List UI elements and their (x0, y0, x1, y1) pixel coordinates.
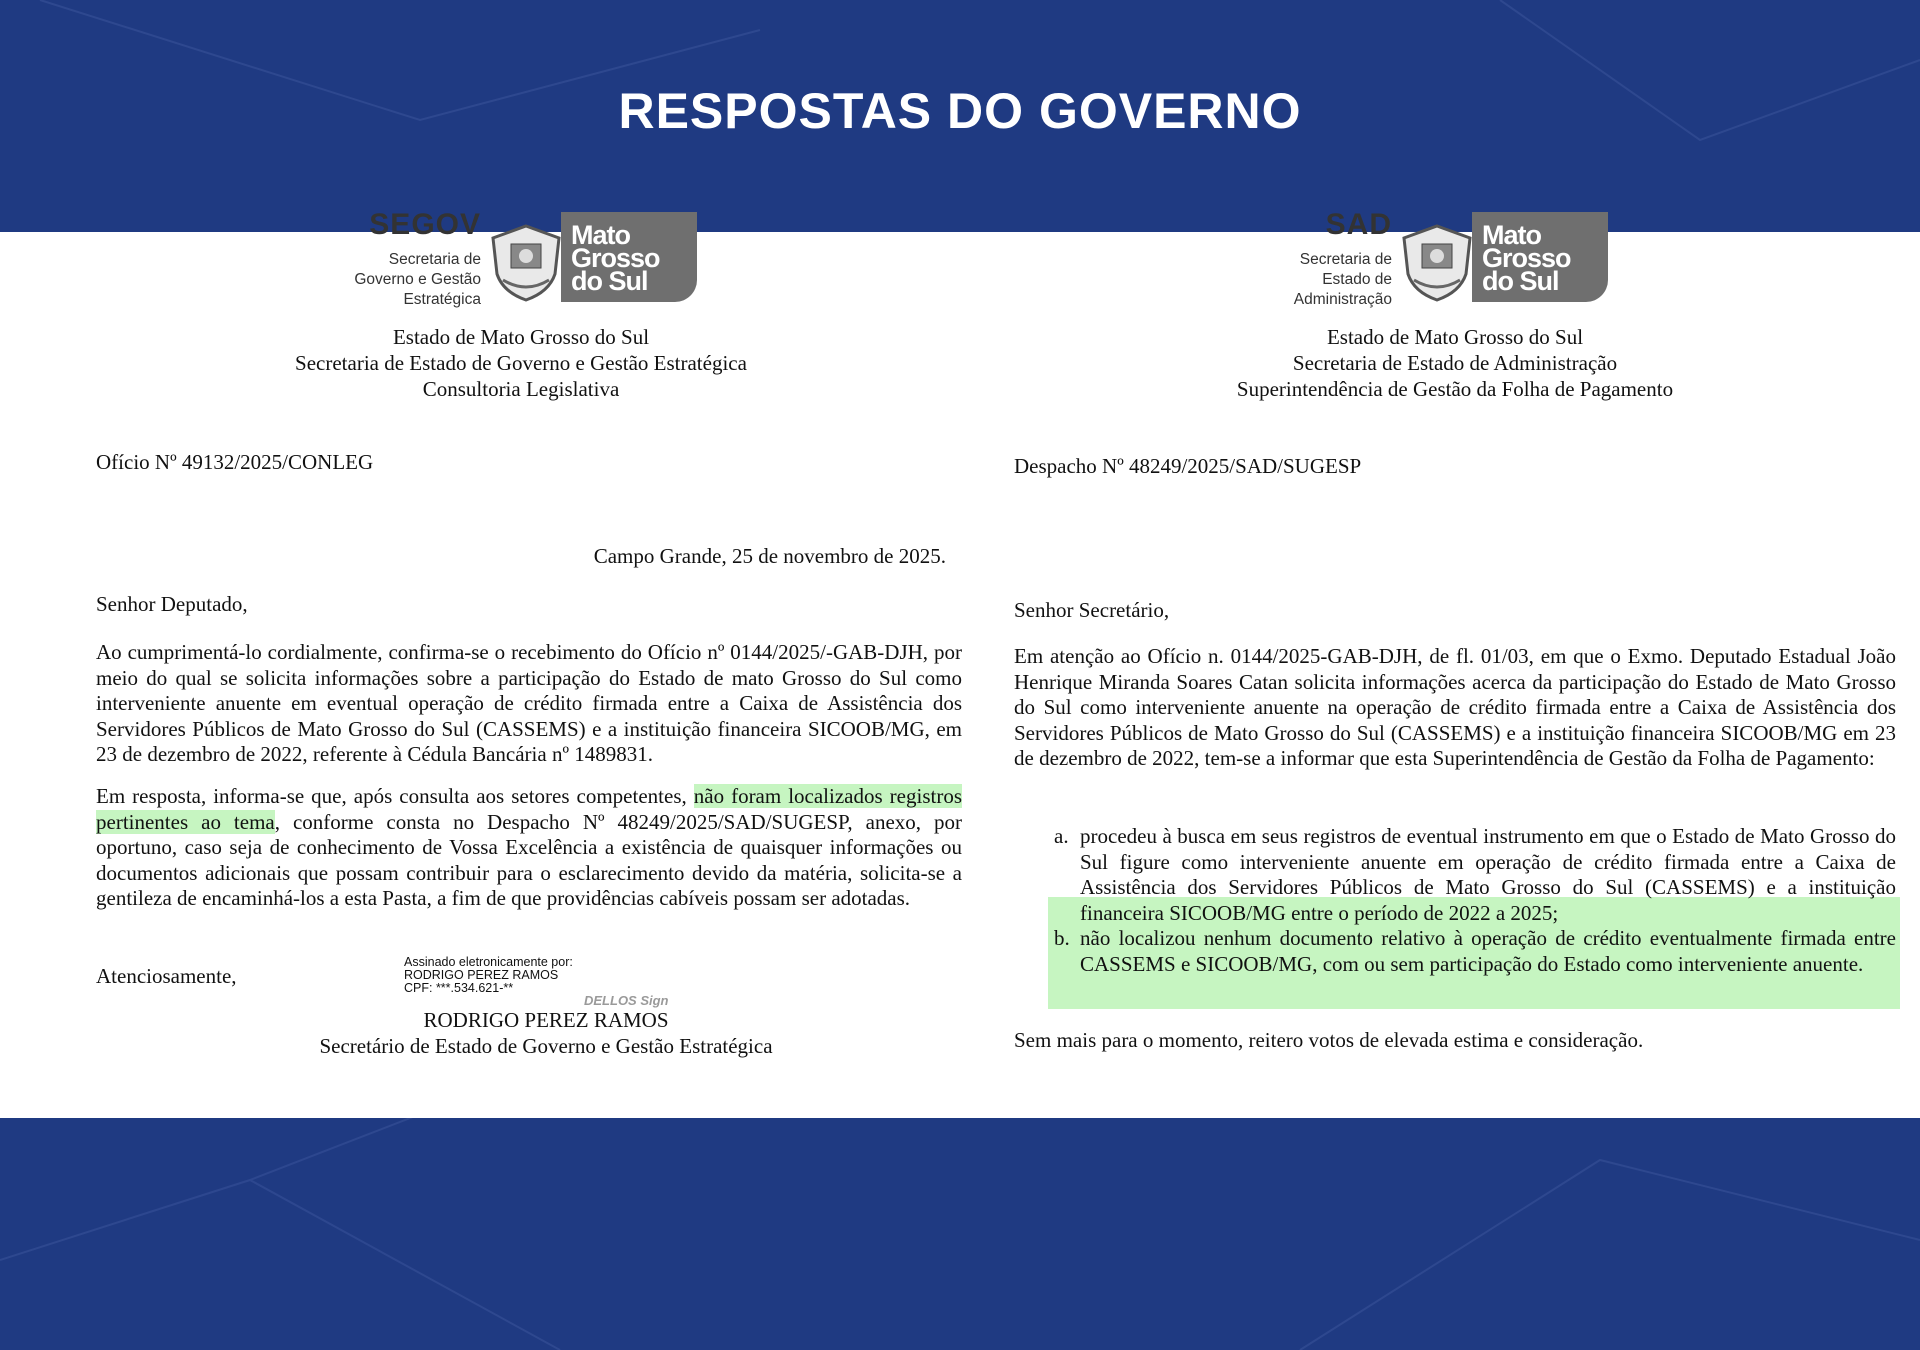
secretaria-abbreviation: SAD (1325, 208, 1392, 241)
state-crest-icon (1400, 224, 1474, 302)
document-heading: Estado de Mato Grosso do Sul Secretaria de Estado de Governo e Gestão Estratégica Consultoria Legislativa (295, 325, 747, 401)
signer-title: Secretário de Estado de Governo e Gestão Estratégica (319, 1034, 773, 1058)
secretaria-name: Secretaria de Governo e Gestão Estratégica (354, 251, 481, 308)
list-item: a. procedeu à busca em seus registros de eventual instrumento em que o Estado de Mato Grosso do Sul figure como interveniente anuente em operação de crédito firmada entre a Caixa de Assistência dos Servidores Públicos de Mato Grosso do Sul (CASSEMS) e a instituição financeira SICOOB/MG entre o período de 2022 a 2025; (1054, 824, 1896, 925)
document-date: Campo Grande, 25 de novembro de 2025. (593, 544, 946, 568)
documents-panel (0, 208, 1920, 1118)
secretaria-name: Secretaria de Estado de Administração (1293, 251, 1392, 308)
findings-list (1054, 824, 1896, 977)
electronic-signature-box: Assinado eletronicamente por: RODRIGO PEREZ RAMOS CPF: ***.534.621-** (404, 955, 573, 995)
paragraph-1: Ao cumprimentá-lo cordialmente, confirma-se o recebimento do Ofício nº 0144/2025/-GAB-DJH, por meio do qual se solicita informações sobre a participação do Estado de mato Grosso do Sul como interveniente anuente em eventual operação de crédito firmada entre a Caixa de Assistência dos Servidores Públicos de Mato Grosso do Sul (CASSEMS) e a instituição financeira SICOOB/MG, em 23 de dezembro de 2022, referente à Cédula Bancária nº 1489831. (96, 640, 962, 766)
mato-grosso-do-sul-logo: Mato Grosso do Sul (561, 212, 697, 302)
mato-grosso-do-sul-logo: Mato Grosso do Sul (1472, 212, 1608, 302)
paragraph-2: Em resposta, informa-se que, após consulta aos setores competentes, não foram localizados registros pertinentes ao tema, conforme consta no Despacho Nº 48249/2025/SAD/SUGESP, anexo, por oportuno, caso seja de conhecimento de Vossa Excelência a existência de quaisquer informações ou documentos adicionais que possam contribuir para o esclarecimento devido da matéria, solicita-se a gentileza de encaminhá-los a esta Pasta, a fim de que providências cabíveis possam ser adotadas. (96, 784, 963, 910)
document-heading: Estado de Mato Grosso do Sul Secretaria de Estado de Administração Superintendência de Gestão da Folha de Pagamento (1236, 325, 1674, 401)
signer-name: RODRIGO PEREZ RAMOS (423, 1008, 669, 1032)
document-reference: Ofício Nº 49132/2025/CONLEG (96, 450, 374, 474)
salutation: Senhor Secretário, (1014, 598, 1170, 622)
closing: Sem mais para o momento, reitero votos de elevada estima e consideração. (1014, 1028, 1644, 1052)
document-reference: Despacho Nº 48249/2025/SAD/SUGESP (1014, 454, 1362, 478)
list-item: b. não localizou nenhum documento relativo à operação de crédito eventualmente firmada entre CASSEMS e SICOOB/MG, com ou sem participação do Estado como interveniente anuente. (1054, 926, 1896, 976)
salutation: Senhor Deputado, (96, 592, 248, 616)
paragraph-1: Em atenção ao Ofício n. 0144/2025-GAB-DJH, de fl. 01/03, em que o Exmo. Deputado Estadual João Henrique Miranda Soares Catan solicita informações acerca da participação do Estado de Mato Grosso do Sul como interveniente anuente na operação de crédito firmada entre a Caixa de Assistência dos Servidores Públicos de Mato Grosso do Sul (CASSEMS) e a instituição financeira SICOOB/MG em 23 de dezembro de 2022, tem-se a informar que esta Superintendência de Gestão da Folha de Pagamento: (1014, 644, 1896, 770)
state-crest-icon (489, 224, 563, 302)
page-title: RESPOSTAS DO GOVERNO (618, 83, 1302, 139)
highlighted-text: não foram localizados registros pertinentes ao tema (96, 784, 962, 834)
closing: Atenciosamente, (96, 964, 237, 988)
secretaria-abbreviation: SEGOV (369, 208, 481, 241)
signature-stamp: DELLOS Sign (584, 993, 669, 1008)
